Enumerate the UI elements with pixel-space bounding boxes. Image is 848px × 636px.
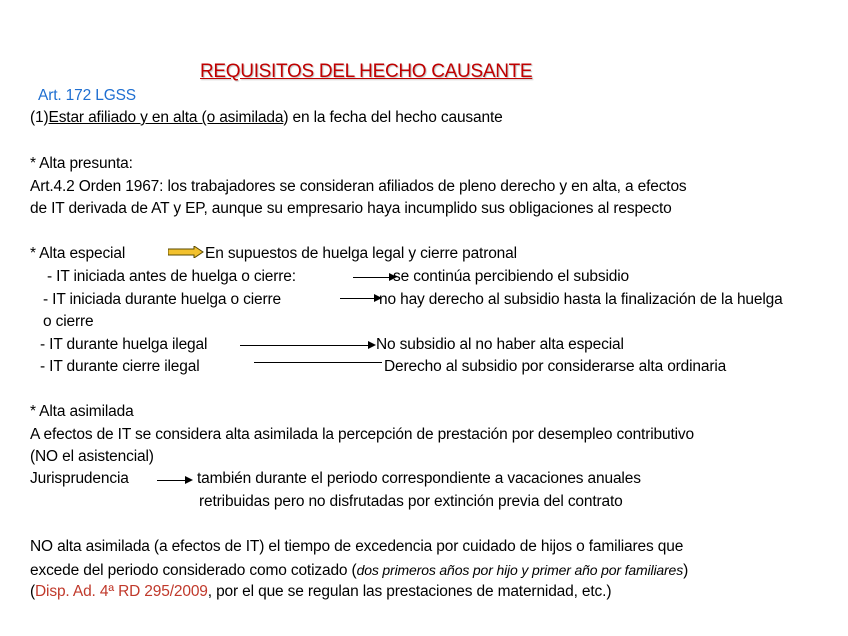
alta-especial-heading-text: * Alta especial	[30, 245, 126, 262]
alta-asimilada-line-1: A efectos de IT se considera alta asimilada la percepción de prestación por desempleo contributivo	[30, 426, 694, 443]
especial-row-4-left: - IT durante cierre ilegal	[40, 358, 200, 375]
especial-row-2-cont: o cierre	[43, 313, 94, 330]
requirement-number: (1)	[30, 109, 49, 126]
alta-especial-heading	[30, 244, 125, 264]
jurisprudencia-line-2: retribuidas pero no disfrutadas por extinción previa del contrato	[199, 493, 623, 510]
especial-row-4-right: Derecho al subsidio por considerarse alta ordinaria	[384, 358, 727, 375]
no-alta-line-3-open: (	[30, 583, 36, 600]
alta-presunta-line-2: de IT derivada de AT y EP, aunque su empresario haya incumplido sus obligaciones al respecto	[30, 200, 672, 217]
arrow-icon	[240, 345, 374, 346]
especial-row-2-right: no hay derecho al subsidio hasta la finalización de la huelga	[379, 291, 783, 308]
jurisprudencia-label: Jurisprudencia	[30, 470, 129, 487]
alta-especial-lead: En supuestos de huelga legal y cierre patronal	[205, 245, 517, 262]
arrow-icon	[353, 277, 395, 278]
alta-presunta-heading: * Alta presunta:	[30, 155, 133, 172]
no-alta-line-2	[30, 560, 688, 581]
arrow-icon	[340, 298, 380, 299]
no-alta-line-3	[30, 582, 611, 602]
article-reference: Art. 172 LGSS	[38, 87, 136, 104]
requirement-1	[30, 108, 503, 128]
especial-row-1-left: - IT iniciada antes de huelga o cierre:	[47, 268, 296, 285]
requirement-rest: en la fecha del hecho causante	[288, 109, 503, 126]
alta-asimilada-heading: * Alta asimilada	[30, 403, 134, 420]
no-alta-line-3-rest: , por el que se regulan las prestaciones de maternidad, etc.)	[207, 583, 612, 600]
no-alta-line-1: NO alta asimilada (a efectos de IT) el tiempo de excedencia por cuidado de hijos o familiares que	[30, 538, 684, 555]
slide-title: REQUISITOS DEL HECHO CAUSANTE	[200, 61, 533, 82]
connector-line	[254, 362, 382, 363]
legal-reference: Disp. Ad. 4ª RD 295/2009	[35, 583, 208, 600]
alta-presunta-line-1: Art.4.2 Orden 1967: los trabajadores se consideran afiliados de pleno derecho y en alta, a efectos	[30, 178, 687, 195]
arrow-icon	[157, 480, 191, 481]
no-alta-line-2-a: excede del periodo considerado como cotizado (	[30, 562, 357, 579]
no-alta-italic-note: dos primeros años por hijo y primer año por familiares	[356, 562, 684, 578]
jurisprudencia-line-1: también durante el periodo correspondiente a vacaciones anuales	[197, 470, 641, 487]
especial-row-2-left: - IT iniciada durante huelga o cierre	[43, 291, 282, 308]
requirement-underlined: Estar afiliado y en alta (o asimilada	[48, 109, 284, 126]
requirement-close: )	[283, 109, 289, 126]
especial-row-3-left: - IT durante huelga ilegal	[40, 336, 208, 353]
especial-row-3-right: No subsidio al no haber alta especial	[376, 336, 624, 353]
no-alta-line-2-b: )	[683, 562, 689, 579]
especial-row-1-right: se continúa percibiendo el subsidio	[393, 268, 630, 285]
alta-asimilada-line-2: (NO el asistencial)	[30, 448, 154, 465]
yellow-arrow-icon	[168, 246, 204, 258]
